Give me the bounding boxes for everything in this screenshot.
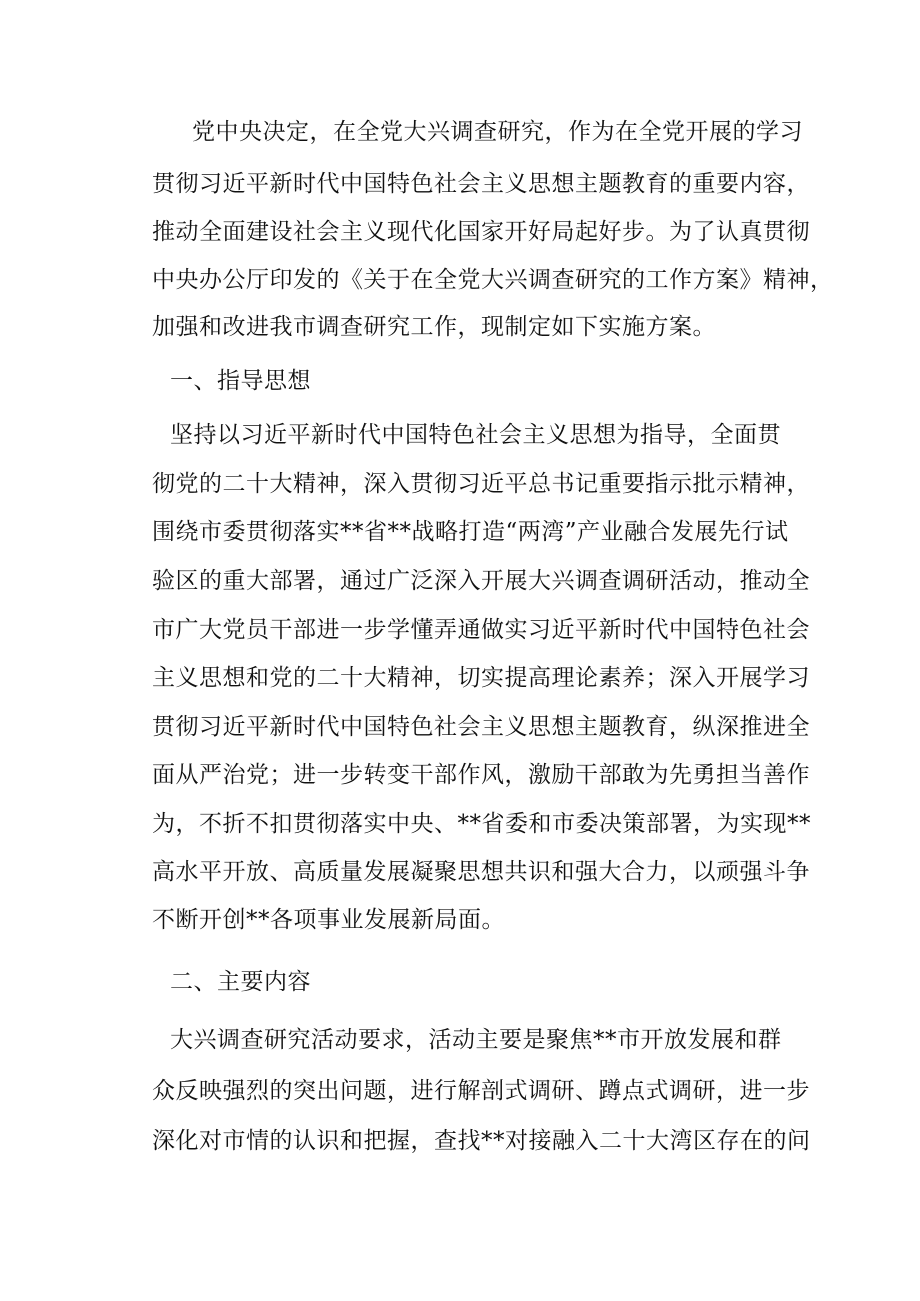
paragraph-1-line-5: 加强和改进我市调查研究工作，现制定如下实施方案。 [152, 314, 716, 340]
paragraph-1-line-1: 党中央决定，在全党大兴调查研究，作为在全党开展的学习 [192, 119, 803, 145]
paragraph-2-line-4: 验区的重大部署，通过广泛深入开展大兴调查调研活动，推动全 [152, 568, 810, 594]
paragraph-2-line-7: 贯彻习近平新时代中国特色社会主义思想主题教育，纵深推进全 [152, 714, 810, 740]
paragraph-2-line-6: 主义思想和党的二十大精神，切实提高理论素养；深入开展学习 [152, 665, 810, 691]
paragraph-1-line-4: 中央办公厅印发的《关于在全党大兴调查研究的工作方案》精神， [152, 267, 834, 293]
section-heading-2: 二、主要内容 [170, 969, 311, 995]
paragraph-1-line-2: 贯彻习近平新时代中国特色社会主义思想主题教育的重要内容， [152, 171, 810, 197]
paragraph-2-line-2: 彻党的二十大精神，深入贯彻习近平总书记重要指示批示精神， [152, 471, 810, 497]
paragraph-2-line-3: 围绕市委贯彻落实**省**战略打造“两湾”产业融合发展先行试 [152, 519, 789, 545]
paragraph-3-line-2: 众反映强烈的突出问题，进行解剖式调研、蹲点式调研，进一步 [152, 1078, 810, 1104]
paragraph-1-line-3: 推动全面建设社会主义现代化国家开好局起好步。为了认真贯彻 [152, 219, 810, 245]
paragraph-2-line-8: 面从严治党；进一步转变干部作风，激励干部敢为先勇担当善作 [152, 762, 810, 788]
paragraph-2-line-11: 不断开创**各项事业发展新局面。 [152, 907, 505, 933]
paragraph-3-line-1: 大兴调查研究活动要求，活动主要是聚焦**市开放发展和群 [170, 1027, 782, 1053]
paragraph-2-line-10: 高水平开放、高质量发展凝聚思想共识和强大合力，以顽强斗争 [152, 859, 810, 885]
paragraph-3-line-3: 深化对市情的认识和把握，查找**对接融入二十大湾区存在的问 [152, 1128, 811, 1154]
paragraph-2-line-9: 为，不折不扣贯彻落实中央、**省委和市委决策部署，为实现** [152, 811, 811, 837]
section-heading-1: 一、指导思想 [170, 368, 311, 394]
paragraph-2-line-5: 市广大党员干部进一步学懂弄通做实习近平新时代中国特色社会 [152, 617, 810, 643]
paragraph-2-line-1: 坚持以习近平新时代中国特色社会主义思想为指导，全面贯 [170, 422, 781, 448]
